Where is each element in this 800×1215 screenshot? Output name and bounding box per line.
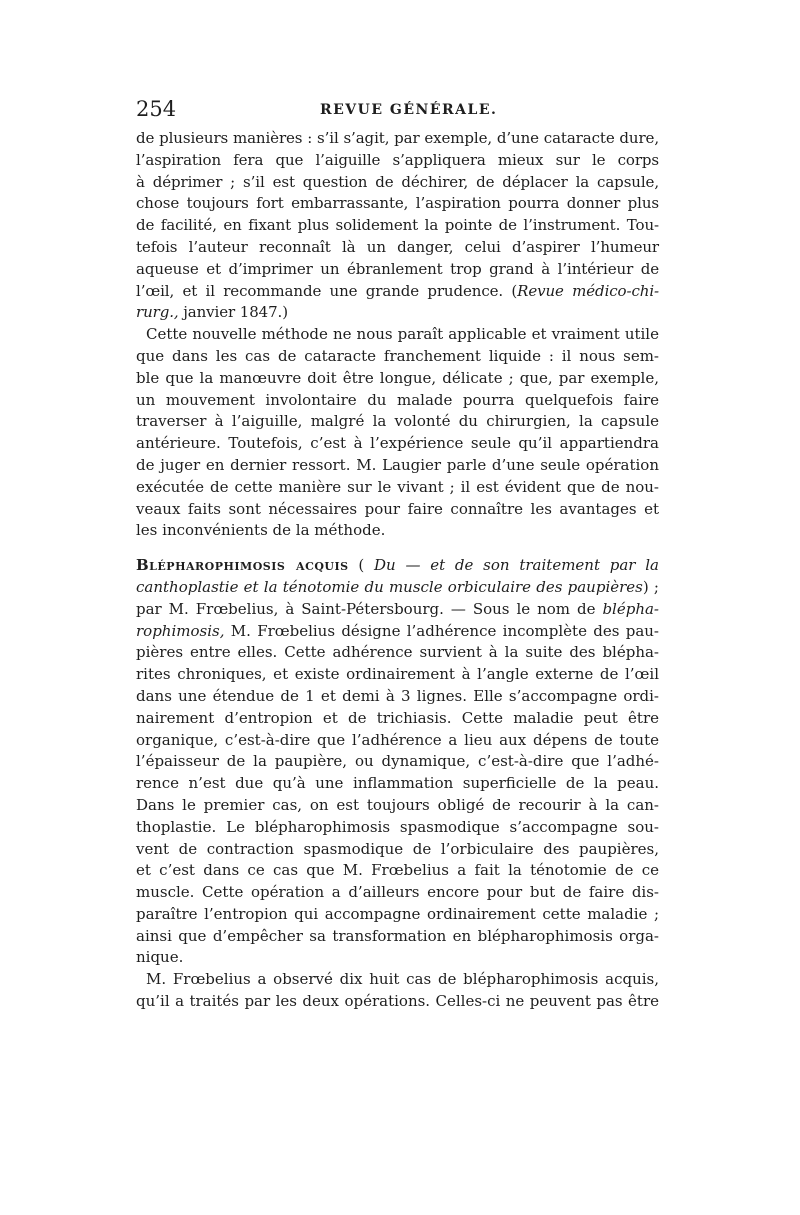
paragraph-observations — [136, 969, 659, 1013]
text-line: tefois l’auteur reconnaît là un danger, celui d’aspirer l’humeur — [136, 237, 659, 256]
text-line: nique. — [136, 948, 184, 967]
italic-term: blépha- — [602, 599, 659, 618]
text-line — [136, 599, 659, 621]
text-line: ble que la manœuvre doit être longue, délicate ; que, par exemple, — [136, 368, 659, 387]
paragraph-commentary — [136, 324, 659, 542]
text-line: paraître l’entropion qui accompagne ordinairement cette maladie ; — [136, 904, 659, 923]
page-number: 254 — [136, 97, 177, 121]
text-line — [136, 281, 659, 303]
text-line: rites chroniques, et existe ordinairement à l’angle externe de l’œil — [136, 665, 659, 684]
text-line: chose toujours fort embarrassante, l’aspiration pourra donner plus — [136, 194, 659, 213]
italic-title: Du — et de son traitement par la — [374, 556, 659, 575]
text-line: muscle. Cette opération a d’ailleurs encore pour but de faire dis- — [136, 883, 659, 902]
text-line — [136, 621, 659, 643]
text-line: les inconvénients de la méthode. — [136, 521, 386, 540]
document-page — [136, 96, 659, 1013]
text-line: M. Frœbelius a observé dix huit cas de blépharophimosis acquis, — [146, 970, 659, 989]
italic-title: canthoplastie et la ténotomie du muscle orbiculaire des paupières — [136, 577, 643, 596]
text-line: que dans les cas de cataracte franchement liquide : il nous sem- — [136, 346, 659, 365]
text-line: pières entre elles. Cette adhérence survient à la suite des blépha- — [136, 643, 659, 662]
text-segment: ( — [358, 556, 365, 575]
text-line — [136, 555, 659, 577]
text-line: l’épaisseur de la paupière, ou dynamique, c’est-à-dire que l’adhé- — [136, 752, 659, 771]
text-line: qu’il a traités par les deux opérations. Celles-ci ne peuvent pas être — [136, 992, 659, 1011]
italic-term: rophimosis, — [136, 621, 225, 640]
text-line: Dans le premier cas, on est toujours obligé de recourir à la can- — [136, 795, 659, 814]
text-line: vent de contraction spasmodique de l’orbiculaire des paupières, — [136, 839, 659, 858]
citation: Revue médico-chi- — [517, 281, 659, 300]
text-line: à déprimer ; s’il est question de déchirer, de déplacer la capsule, — [136, 172, 659, 191]
text-line: thoplastie. Le blépharophimosis spasmodique s’accompagne sou- — [136, 817, 659, 836]
text-line: rence n’est due qu’à une inflammation superficielle de la peau. — [136, 774, 659, 793]
text-segment: par M. Frœbelius, à Saint-Pétersbourg. — Sous le nom de — [136, 599, 596, 618]
paragraph-gap — [136, 542, 659, 555]
text-line: exécutée de cette manière sur le vivant ; il est évident que de nou- — [136, 477, 659, 496]
text-line: l’aspiration fera que l’aiguille s’appliquera mieux sur le corps — [136, 150, 659, 169]
text-line — [136, 577, 659, 599]
text-line: veaux faits sont nécessaires pour faire connaître les avantages et — [136, 499, 659, 518]
running-title: REVUE GÉNÉRALE. — [320, 102, 498, 118]
text-line: organique, c’est-à-dire que l’adhérence a lieu aux dépens de toute — [136, 730, 659, 749]
text-line — [136, 302, 659, 324]
page-header — [136, 96, 659, 128]
paragraph-aspiration — [136, 128, 659, 324]
text-line: de juger en dernier ressort. M. Laugier parle d’une seule opération — [136, 455, 659, 474]
text-line: antérieure. Toutefois, c’est à l’expérience seule qu’il appartiendra — [136, 434, 659, 453]
text-segment: M. Frœbelius désigne l’adhérence incomplète des pau- — [230, 621, 659, 640]
paragraph-blepharophimosis — [136, 555, 659, 969]
section-heading: Blépharophimosis acquis — [136, 556, 349, 575]
text-line: aqueuse et d’imprimer un ébranlement trop grand à l’intérieur de — [136, 259, 659, 278]
text-line: ainsi que d’empêcher sa transformation en blépharophimosis orga- — [136, 926, 659, 945]
text-line: de plusieurs manières : s’il s’agit, par exemple, d’une cataracte dure, — [136, 129, 659, 147]
text-line: traverser à l’aiguille, malgré la volonté du chirurgien, la capsule — [136, 412, 659, 431]
text-line: nairement d’entropion et de trichiasis. Cette maladie peut être — [136, 708, 659, 727]
text-line: dans une étendue de 1 et demi à 3 lignes. Elle s’accompagne ordi- — [136, 686, 659, 705]
citation: rurg., — [136, 303, 179, 322]
text-line: de facilité, en fixant plus solidement la pointe de l’instrument. Tou- — [136, 216, 659, 235]
text-segment: janvier 1847.) — [183, 303, 288, 322]
text-segment: ) ; — [642, 577, 659, 596]
text-segment: l’œil, et il recommande une grande prudence. ( — [136, 281, 518, 300]
text-line: Cette nouvelle méthode ne nous paraît applicable et vraiment utile — [146, 325, 659, 344]
text-line: et c’est dans ce cas que M. Frœbelius a fait la ténotomie de ce — [136, 861, 659, 880]
text-line: un mouvement involontaire du malade pourra quelquefois faire — [136, 390, 659, 409]
